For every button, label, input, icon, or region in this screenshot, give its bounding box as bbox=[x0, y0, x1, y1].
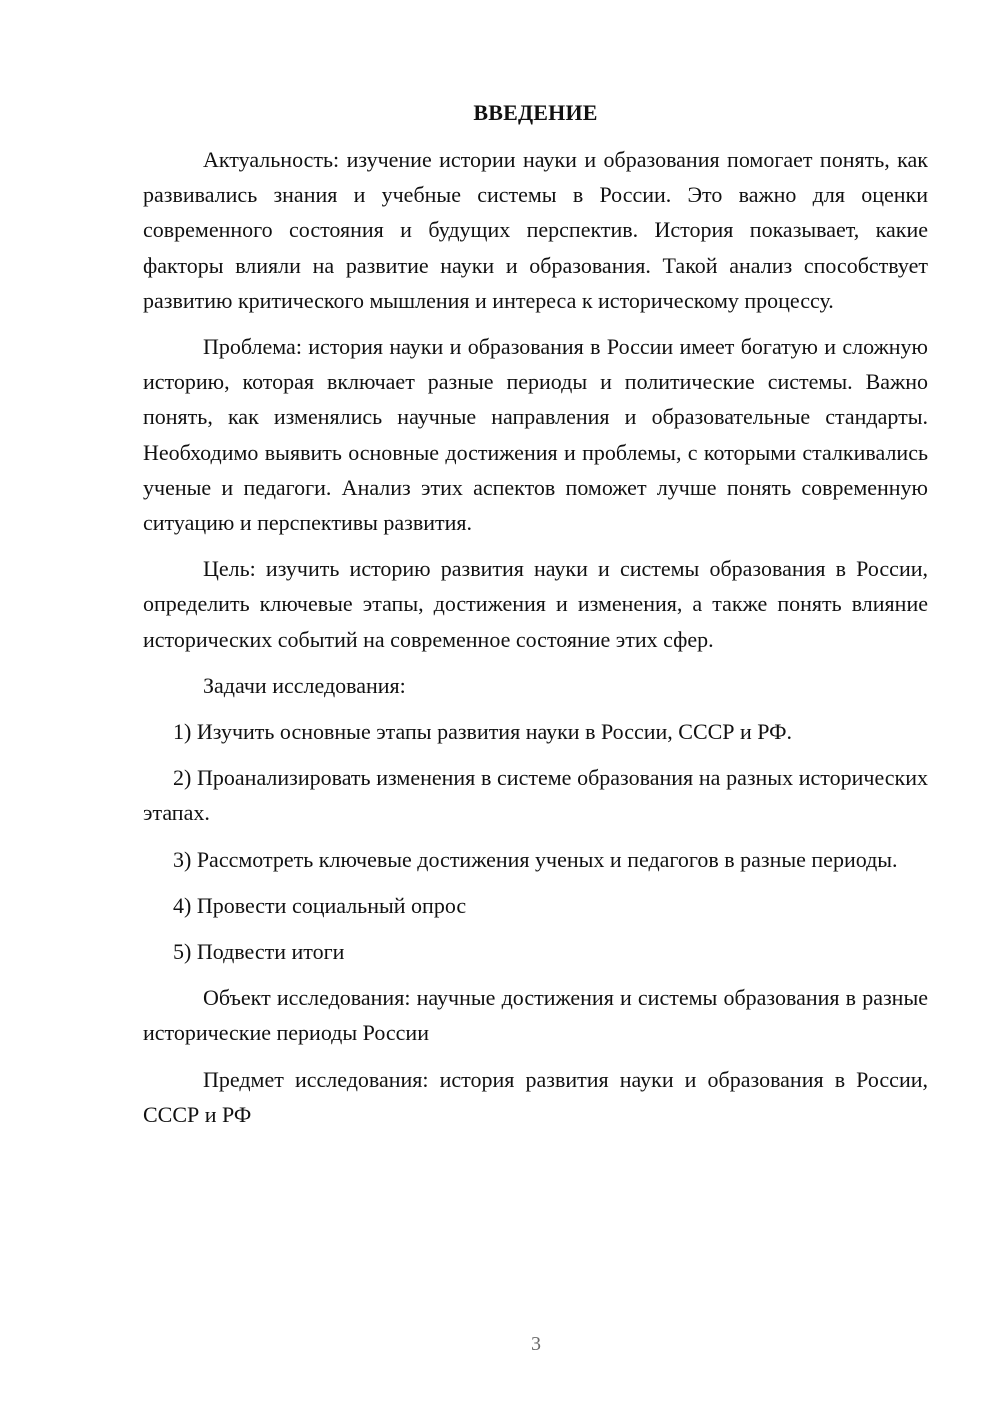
task-item-2: 2) Проанализировать изменения в системе образования на разных исторических этапах. bbox=[143, 765, 928, 826]
paragraph-object: Объект исследования: научные достижения и системы образования в разные исторические периоды России bbox=[143, 985, 928, 1046]
paragraph-relevance: Актуальность: изучение истории науки и образования помогает понять, как развивались знания и учебные системы в России. Это важно для оценки современного состояния и будущих перспектив. История показывает, какие факторы влияли на развитие науки и образования. Такой анализ способствует развитию критического мышления и интереса к историческому процессу. bbox=[143, 147, 928, 313]
task-item-3: 3) Рассмотреть ключевые достижения ученых и педагогов в разные периоды. bbox=[173, 846, 898, 872]
task-item-4: 4) Провести социальный опрос bbox=[173, 892, 467, 918]
tasks-heading: Задачи исследования: bbox=[203, 672, 406, 698]
paragraph-problem: Проблема: история науки и образования в России имеет богатую и сложную историю, которая включает разные периоды и политические системы. Важно понять, как изменялись научные направления и образовательные стандарты. Необходимо выявить основные достижения и проблемы, с которыми сталкивались ученые и педагоги. Анализ этих аспектов поможет лучше понять современную ситуацию и перспективы развития. bbox=[143, 334, 928, 536]
paragraph-goal: Цель: изучить историю развития науки и системы образования в России, определить ключевые этапы, достижения и изменения, а также понять влияние исторических событий на современное состояние этих сфер. bbox=[143, 556, 928, 652]
paragraph-subject: Предмет исследования: история развития науки и образования в России, СССР и РФ bbox=[143, 1066, 928, 1127]
task-item-5: 5) Подвести итоги bbox=[173, 939, 345, 965]
section-title: ВВЕДЕНИЕ bbox=[473, 100, 598, 125]
page-number: 3 bbox=[531, 1333, 541, 1355]
task-item-1: 1) Изучить основные этапы развития науки в России, СССР и РФ. bbox=[173, 719, 793, 745]
document-page bbox=[143, 95, 928, 1143]
